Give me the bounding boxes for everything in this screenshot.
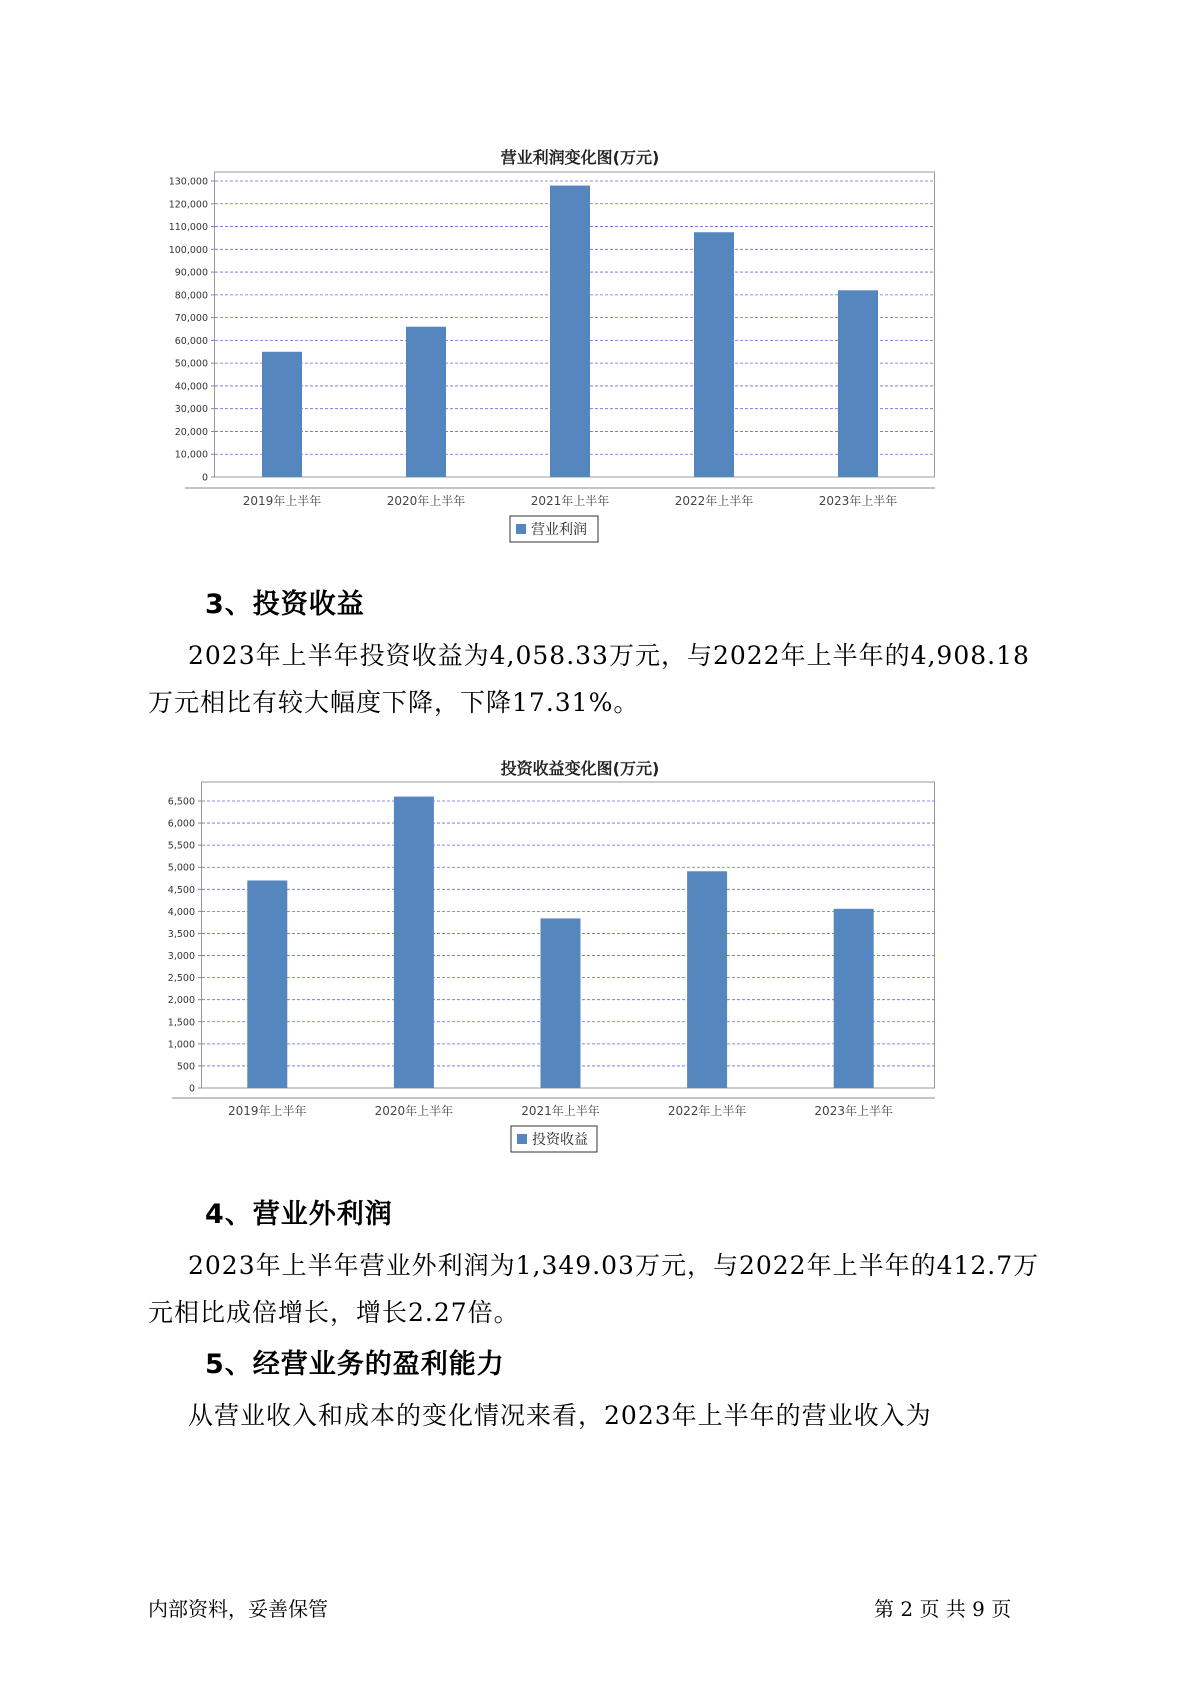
y-tick-label: 0 (201, 472, 208, 484)
y-tick-label: 6,000 (167, 818, 195, 830)
bar (262, 352, 302, 477)
footer-left: 内部资料，妥善保管 (148, 1597, 328, 1621)
y-tick-label: 130,000 (168, 176, 208, 188)
section-3-paragraph-cont (148, 679, 1068, 726)
bar (694, 232, 734, 477)
y-tick-label: 120,000 (168, 199, 208, 211)
x-tick-label: 2019年上半年 (228, 1104, 307, 1118)
y-tick-label: 30,000 (174, 404, 208, 416)
y-tick-label: 1,000 (167, 1039, 195, 1051)
legend-swatch (516, 524, 526, 534)
section-4-heading: 4、营业外利润 (205, 1199, 393, 1230)
footer-right: 第 2 页 共 9 页 (874, 1597, 1012, 1621)
x-tick-label: 2020年上半年 (374, 1104, 454, 1118)
y-tick-label: 40,000 (174, 381, 208, 393)
bar (541, 918, 581, 1088)
bar (838, 290, 878, 477)
y-tick-label: 0 (188, 1083, 195, 1095)
bar (550, 186, 590, 477)
y-tick-label: 60,000 (174, 335, 208, 347)
chart-title: 营业利润变化图(万元) (500, 148, 660, 167)
bar (394, 797, 434, 1088)
operating-profit-chart-svg (150, 170, 1010, 560)
y-tick-label: 10,000 (174, 449, 208, 461)
section-5-paragraph (148, 1392, 1068, 1439)
y-tick-label: 50,000 (174, 358, 208, 370)
y-tick-label: 4,000 (167, 906, 195, 918)
chart-title: 投资收益变化图(万元) (500, 759, 660, 778)
y-tick-label: 70,000 (174, 313, 208, 325)
legend-label: 营业利润 (531, 522, 587, 538)
y-tick-label: 90,000 (174, 267, 208, 279)
investment-income-chart (150, 756, 1010, 1176)
y-tick-label: 6,500 (167, 796, 195, 808)
y-tick-label: 5,000 (167, 862, 195, 874)
y-tick-label: 2,000 (167, 995, 195, 1007)
bar (406, 327, 446, 477)
x-tick-label: 2021年上半年 (521, 1104, 600, 1118)
x-tick-label: 2023年上半年 (818, 494, 898, 508)
section-4-paragraph-cont (148, 1289, 1068, 1336)
section-4-line-2: 元相比成倍增长，增长2.27倍。 (148, 1298, 520, 1327)
x-tick-label: 2020年上半年 (386, 494, 466, 508)
y-tick-label: 20,000 (174, 426, 208, 438)
investment-income-chart-svg (150, 780, 1010, 1180)
section-3-heading: 3、投资收益 (205, 589, 365, 620)
legend-swatch (517, 1134, 527, 1144)
bar (687, 871, 727, 1088)
y-tick-label: 80,000 (174, 290, 208, 302)
section-4-line-1: 2023年上半年营业外利润为1,349.03万元，与2022年上半年的412.7万 (188, 1251, 1040, 1280)
section-5-heading: 5、经营业务的盈利能力 (205, 1349, 505, 1380)
operating-profit-chart (150, 140, 1010, 560)
bar (834, 909, 874, 1088)
y-tick-label: 2,500 (167, 973, 195, 985)
x-tick-label: 2023年上半年 (814, 1104, 893, 1118)
y-tick-label: 5,500 (167, 840, 195, 852)
y-tick-label: 3,500 (167, 928, 195, 940)
section-3-paragraph (148, 632, 1068, 679)
x-tick-label: 2022年上半年 (674, 494, 754, 508)
section-5-line-1: 从营业收入和成本的变化情况来看，2023年上半年的营业收入为 (188, 1401, 932, 1430)
y-tick-label: 500 (176, 1061, 195, 1073)
legend-label: 投资收益 (532, 1132, 588, 1148)
section-4-paragraph (148, 1242, 1068, 1289)
y-tick-label: 110,000 (168, 222, 208, 234)
x-tick-label: 2022年上半年 (667, 1104, 747, 1118)
section-3-line-2: 万元相比有较大幅度下降，下降17.31%。 (148, 688, 640, 717)
bar (247, 880, 287, 1088)
y-tick-label: 100,000 (168, 244, 208, 256)
y-tick-label: 3,000 (167, 951, 195, 963)
x-tick-label: 2021年上半年 (530, 494, 610, 508)
x-tick-label: 2019年上半年 (242, 494, 322, 508)
y-tick-label: 1,500 (167, 1017, 195, 1029)
section-3-line-1: 2023年上半年投资收益为4,058.33万元，与2022年上半年的4,908.18 (188, 641, 1030, 670)
y-tick-label: 4,500 (167, 884, 195, 896)
